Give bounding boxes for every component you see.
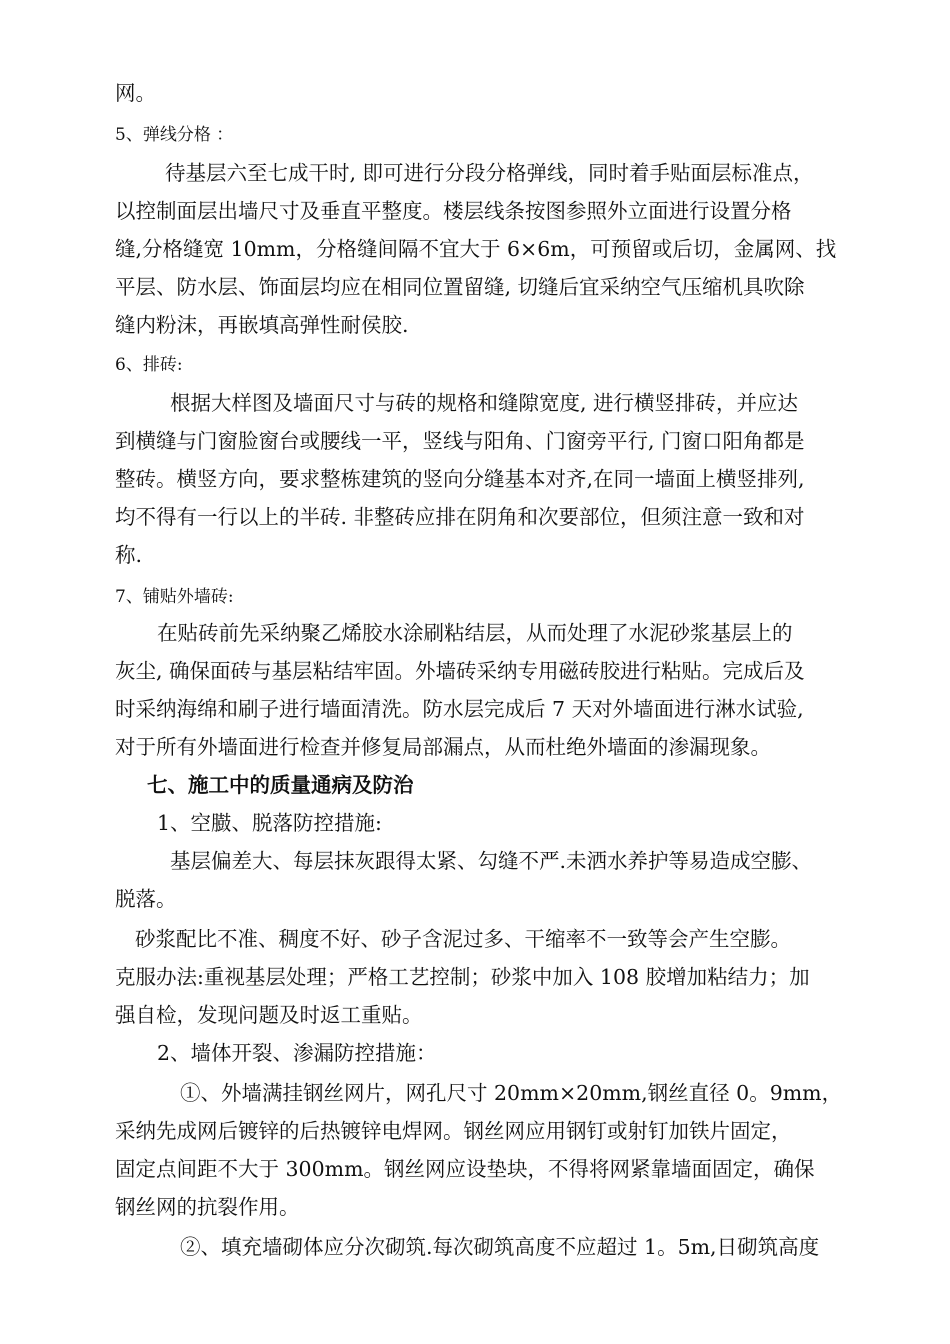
paragraph-line: ①、外墙满挂钢丝网片，网孔尺寸 20mm×20mm,钢丝直径 0。9mm， bbox=[180, 1081, 843, 1105]
paragraph-line: 克服办法:重视基层处理；严格工艺控制；砂浆中加入 108 胶增加粘结力；加 bbox=[115, 965, 810, 989]
text-line: 网。 bbox=[115, 81, 156, 105]
paragraph-line: 时采纳海绵和刷子进行墙面清洗。防水层完成后 7 天对外墙面进行淋水试验, bbox=[115, 697, 804, 721]
paragraph-line: 脱落。 bbox=[115, 887, 177, 911]
paragraph-line: 待基层六至七成干时, 即可进行分段分格弹线，同时着手贴面层标准点， bbox=[165, 161, 814, 185]
paragraph-line: 基层偏差大、每层抹灰跟得太紧、勾缝不严.未洒水养护等易造成空膨、 bbox=[170, 849, 813, 873]
paragraph-line: 在贴砖前先采纳聚乙烯胶水涂刷粘结层，从而处理了水泥砂浆基层上的 bbox=[157, 621, 793, 645]
section-heading: 5、弹线分格 ： bbox=[115, 125, 234, 145]
paragraph-line: 根据大样图及墙面尺寸与砖的规格和缝隙宽度, 进行横竖排砖，并应达 bbox=[170, 391, 799, 415]
paragraph-line: 采纳先成网后镀锌的后热镀锌电焊网。钢丝网应用钢钉或射钉加铁片固定， bbox=[115, 1119, 792, 1143]
paragraph-line: 均不得有一行以上的半砖. 非整砖应排在阴角和次要部位，但须注意一致和对 bbox=[115, 505, 805, 529]
paragraph-line: 以控制面层出墙尺寸及垂直平整度。楼层线条按图参照外立面进行设置分格 bbox=[115, 199, 792, 223]
paragraph-line: 灰尘, 确保面砖与基层粘结牢固。外墙砖采纳专用磁砖胶进行粘贴。完成后及 bbox=[115, 659, 805, 683]
paragraph-line: 缝,分格缝宽 10mm，分格缝间隔不宜大于 6×6m，可预留或后切，金属网、找 bbox=[115, 237, 837, 261]
section-heading: 7、铺贴外墙砖: bbox=[115, 587, 234, 607]
paragraph-line: 砂浆配比不准、稠度不好、砂子含泥过多、干缩率不一致等会产生空膨。 bbox=[135, 927, 791, 951]
subsection-heading: 2、墙体开裂、渗漏防控措施： bbox=[157, 1041, 437, 1065]
paragraph-line: 固定点间距不大于 300mm。钢丝网应设垫块，不得将网紧靠墙面固定，确保 bbox=[115, 1157, 815, 1181]
paragraph-line: ②、填充墙砌体应分次砌筑.每次砌筑高度不应超过 1。5m,日砌筑高度 bbox=[180, 1235, 820, 1259]
paragraph-line: 到横缝与门窗脸窗台或腰线一平，竖线与阳角、门窗旁平行, 门窗口阳角都是 bbox=[115, 429, 805, 453]
paragraph-line: 平层、防水层、饰面层均应在相同位置留缝, 切缝后宜采纳空气压缩机具吹除 bbox=[115, 275, 805, 299]
section-heading: 6、排砖: bbox=[115, 355, 183, 375]
paragraph-line: 缝内粉沫，再嵌填高弹性耐侯胶. bbox=[115, 313, 409, 337]
paragraph-line: 强自检，发现问题及时返工重贴。 bbox=[115, 1003, 423, 1027]
paragraph-line: 称. bbox=[115, 543, 143, 567]
subsection-heading: 1、空臌、脱落防控措施: bbox=[157, 811, 382, 835]
paragraph-line: 钢丝网的抗裂作用。 bbox=[115, 1195, 300, 1219]
paragraph-line: 对于所有外墙面进行检查并修复局部漏点，从而杜绝外墙面的渗漏现象。 bbox=[115, 735, 771, 759]
chapter-heading: 七、施工中的质量通病及防治 bbox=[147, 773, 414, 797]
paragraph-line: 整砖。横竖方向，要求整栋建筑的竖向分缝基本对齐,在同一墙面上横竖排列, bbox=[115, 467, 805, 491]
